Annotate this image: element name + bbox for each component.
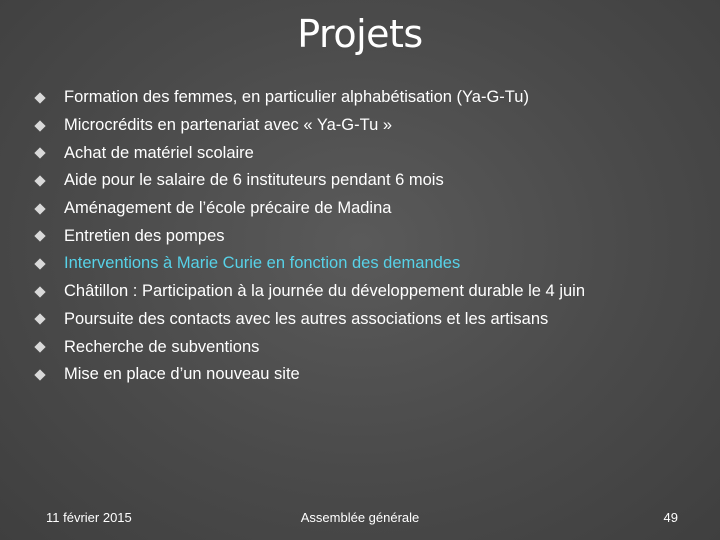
bullet-text: Châtillon : Participation à la journée du développement durable le 4 juin [64,282,586,301]
bullet-item [34,222,585,250]
diamond-bullet-icon [34,258,45,269]
diamond-bullet-icon [34,286,45,297]
bullet-text: Microcrédits en partenariat avec « Ya-G-Tu » [64,116,393,135]
bullet-item-highlighted [34,250,585,278]
bullet-item [34,139,585,167]
diamond-bullet-icon [34,92,45,103]
slide-title: Projets [297,12,423,56]
bullet-item [34,195,585,223]
bullet-text: Achat de matériel scolaire [64,143,254,162]
bullet-text: Entretien des pompes [64,226,225,245]
bullet-item [34,306,585,334]
page-number: 49 [663,510,678,525]
diamond-bullet-icon [34,369,45,380]
footer-date: 11 février 2015 [46,510,132,525]
bullet-text: Aide pour le salaire de 6 instituteurs pendant 6 mois [64,171,444,190]
bullet-list [34,84,585,389]
diamond-bullet-icon [34,203,45,214]
bullet-item [34,361,585,389]
diamond-bullet-icon [34,148,45,159]
diamond-bullet-icon [34,231,45,242]
bullet-text: Poursuite des contacts avec les autres associations et les artisans [64,309,549,328]
diamond-bullet-icon [34,120,45,131]
bullet-text: Mise en place d’un nouveau site [64,365,300,384]
bullet-item [34,333,585,361]
bullet-item [34,278,585,306]
bullet-text: Formation des femmes, en particulier alphabétisation (Ya-G-Tu) [64,88,529,107]
footer-title: Assemblée générale [300,510,420,525]
bullet-item [34,112,585,140]
diamond-bullet-icon [34,314,45,325]
bullet-item [34,84,585,112]
bullet-text: Recherche de subventions [64,337,260,356]
bullet-text: Aménagement de l’école précaire de Madina [64,199,392,218]
bullet-item [34,167,585,195]
diamond-bullet-icon [34,341,45,352]
bullet-text: Interventions à Marie Curie en fonction des demandes [64,254,461,273]
diamond-bullet-icon [34,175,45,186]
